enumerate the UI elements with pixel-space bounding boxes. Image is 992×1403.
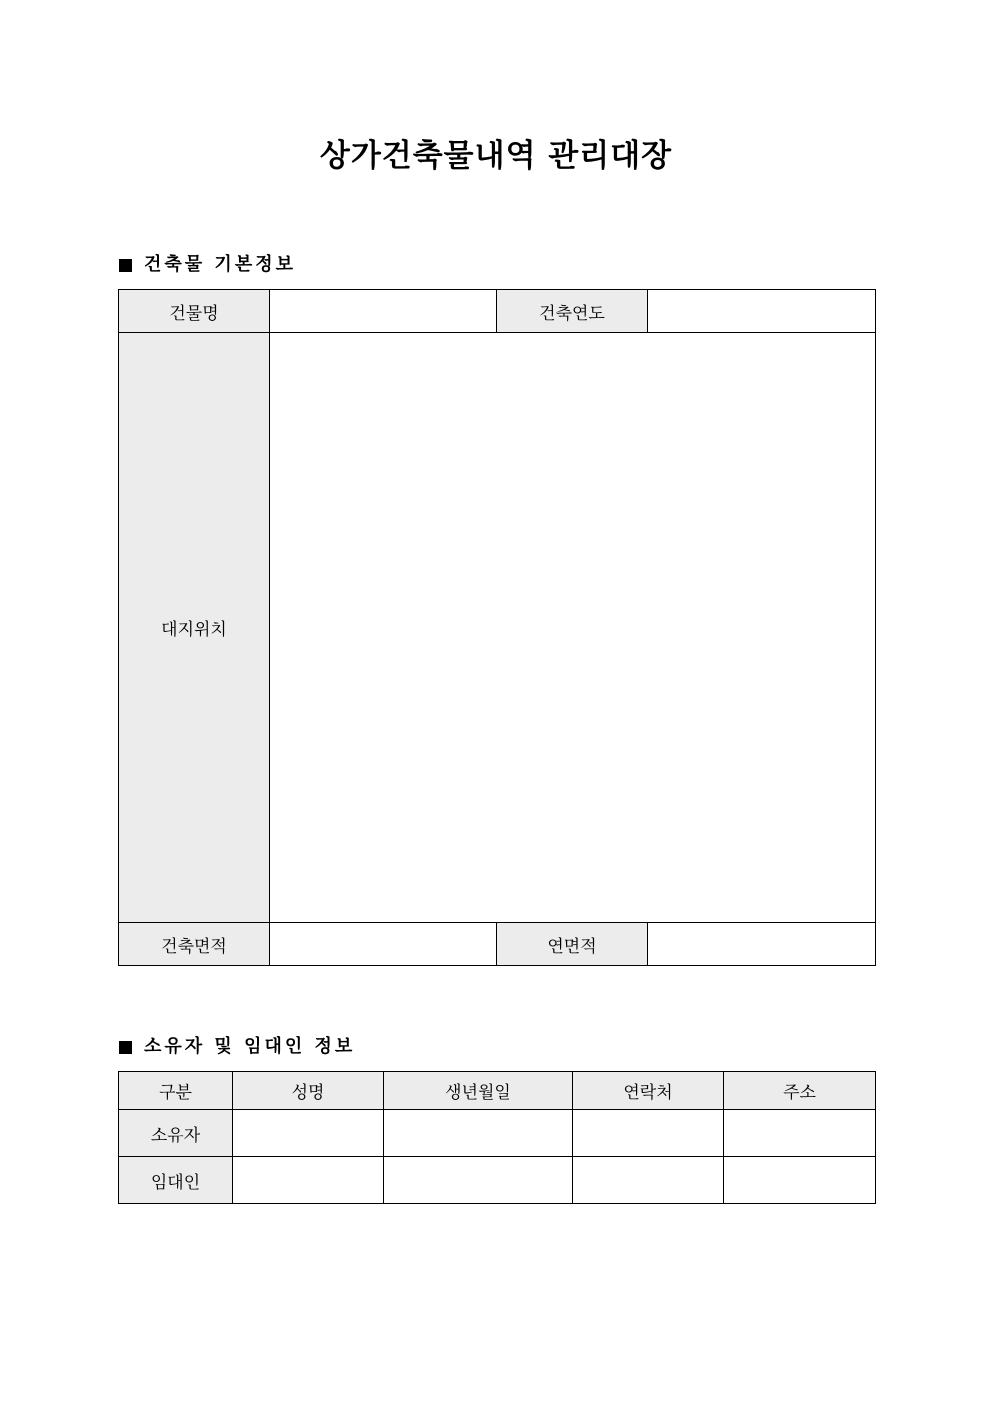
lessor-address-field[interactable] [724,1157,876,1204]
owner-address-field[interactable] [724,1110,876,1157]
row-category-owner: 소유자 [119,1110,233,1157]
column-header-birthdate: 생년월일 [384,1072,573,1110]
building-area-label: 건축면적 [119,923,270,966]
construction-year-field[interactable] [648,290,876,333]
section-heading-label: 소유자 및 임대인 정보 [144,1036,356,1057]
section-heading-label: 건축물 기본정보 [144,254,296,275]
column-header-name: 성명 [233,1072,384,1110]
column-header-address: 주소 [724,1072,876,1110]
building-name-label: 건물명 [119,290,270,333]
document-title: 상가건축물내역 관리대장 [319,138,673,174]
lessor-name-field[interactable] [233,1157,384,1204]
table-row [119,333,876,923]
column-header-category: 구분 [119,1072,233,1110]
site-location-field[interactable] [270,333,876,923]
total-floor-area-field[interactable] [648,923,876,966]
lessor-birthdate-field[interactable] [384,1157,573,1204]
parties-info-table [118,1071,876,1204]
row-category-lessor: 임대인 [119,1157,233,1204]
square-bullet-icon [119,1041,132,1054]
building-area-field[interactable] [270,923,497,966]
table-row [119,290,876,333]
table-row [119,1110,876,1157]
square-bullet-icon [119,259,132,272]
table-header-row [119,1072,876,1110]
table-row [119,1157,876,1204]
owner-contact-field[interactable] [573,1110,724,1157]
construction-year-label: 건축연도 [497,290,648,333]
building-info-table [118,289,876,966]
total-floor-area-label: 연면적 [497,923,648,966]
section-heading-building-info [119,253,296,277]
lessor-contact-field[interactable] [573,1157,724,1204]
site-location-label: 대지위치 [119,333,270,923]
owner-birthdate-field[interactable] [384,1110,573,1157]
building-name-field[interactable] [270,290,497,333]
section-heading-parties-info [119,1035,355,1059]
table-row [119,923,876,966]
column-header-contact: 연락처 [573,1072,724,1110]
owner-name-field[interactable] [233,1110,384,1157]
